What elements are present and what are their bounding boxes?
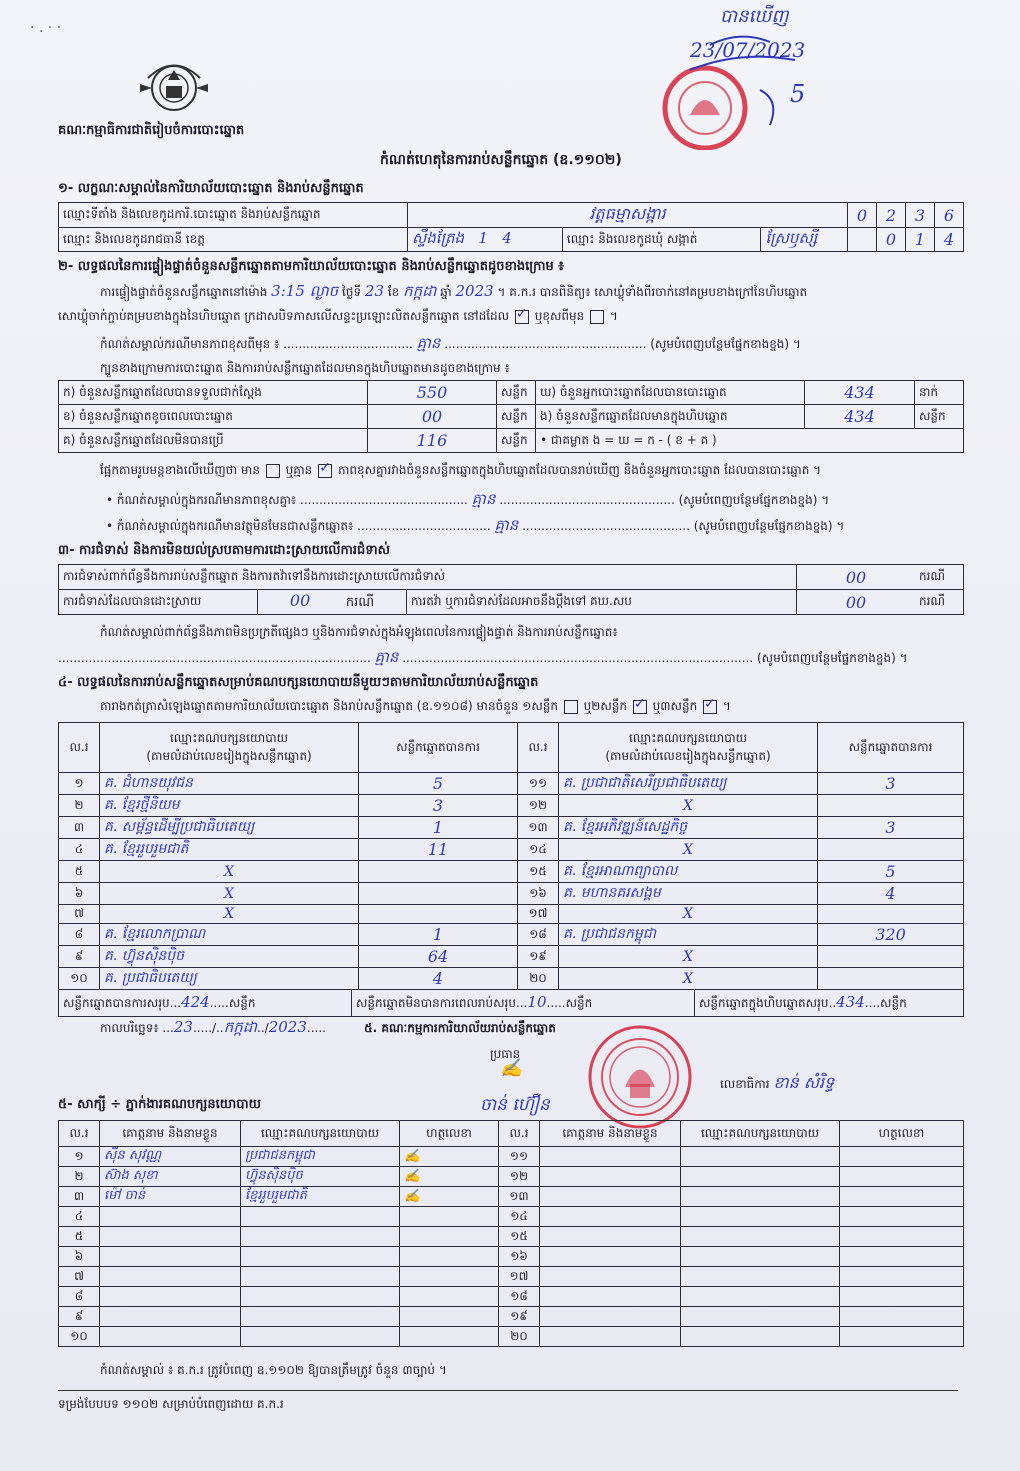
party-name: គ. ខ្មែរអភិវឌ្ឍន៍សេដ្ឋកិច្ច — [559, 817, 818, 839]
witness-party: ហ៊្វុនស៊ិនប៉ិច — [241, 1167, 400, 1187]
row-number: ៣ — [59, 817, 100, 839]
verification-line: ការផ្ទៀងផ្ទាត់ចំនួនសន្លឹកឆ្នោតនៅម៉ោង 3:15 ល្ងាច ថ្ងៃទី 23 ខែ កក្កដា ឆ្នាំ 2023 ។ គ.ក.រ បានពិនិត្យ៖ សោឃ្លុំទាំងពីរចាក់នៅគម្របខាងក្រៅនៃហិបឆ្នោត — [100, 282, 808, 300]
witness-party — [681, 1227, 840, 1247]
row-number: ៩ — [59, 1307, 100, 1327]
committee-stamp — [580, 1022, 700, 1132]
row-number: ១៣ — [499, 1187, 540, 1207]
count-b-unit: សន្លឹក — [497, 405, 536, 429]
irregularity-note-value: .................................................................................. គ្មាន ............................................................................................ (សូមបំពេញបន្ថែមផ្នែកខាងខ្នង) ។ — [58, 648, 908, 666]
other-note-line: • កំណត់សម្គាល់ក្នុងករណីមានវត្ថុមិនមែនជាសន្លឹកឆ្នោត៖ ................................... គ្មាន ............................................ (សូមបំពេញបន្ថែមផ្នែកខាងខ្នង) ។ — [106, 516, 845, 534]
witness-row — [59, 1287, 964, 1307]
witness-name: ស៊ីន សុវណ្ណ — [100, 1147, 241, 1167]
commune-label: ឈ្មោះ និងលេខកូដឃុំ សង្កាត់ — [562, 228, 760, 252]
one-sheet-checkbox[interactable] — [564, 700, 578, 714]
party-name: គ. ខ្មែររួបរួមជាតិ — [100, 839, 359, 861]
witness-party — [681, 1327, 840, 1347]
witness-body — [59, 1147, 964, 1347]
witness-row — [59, 1307, 964, 1327]
party-votes — [359, 861, 518, 883]
row-number: ៧ — [59, 905, 100, 924]
party-name: គ. ប្រជាជនកម្ពុជា — [559, 924, 818, 946]
party-votes: 320 — [818, 924, 964, 946]
party-name: គ. ខ្មែរអាណាព្យាបាល — [559, 861, 818, 883]
party-name: X — [559, 795, 818, 817]
results-table — [58, 722, 964, 1017]
party-name: X — [559, 839, 818, 861]
results-row — [59, 905, 964, 924]
party-votes: 1 — [359, 817, 518, 839]
count-d-unit: នាក់ — [915, 381, 964, 405]
row-number: ១៨ — [499, 1287, 540, 1307]
party-name: គ. ជំហានយុវជន — [100, 773, 359, 795]
objections-table — [58, 564, 964, 615]
row-number: ៤ — [59, 839, 100, 861]
witness-party — [241, 1327, 400, 1347]
party-name: X — [559, 905, 818, 924]
location-value: វត្តធម្មាសង្ការ — [408, 203, 848, 228]
witness-name — [100, 1327, 241, 1347]
commission-name: គណៈកម្មាធិការជាតិរៀបចំការបោះឆ្នោត — [58, 123, 245, 138]
witness-row — [59, 1327, 964, 1347]
row-number: ២០ — [518, 968, 559, 990]
row-number: ៦ — [59, 1247, 100, 1267]
row-number: ១៩ — [499, 1307, 540, 1327]
counts-table — [58, 380, 964, 453]
witness-signature — [400, 1207, 499, 1227]
witness-name — [540, 1227, 681, 1247]
row-number: ១២ — [518, 795, 559, 817]
row-number: ១៤ — [518, 839, 559, 861]
row-number: ១១ — [499, 1147, 540, 1167]
row-number: ៧ — [59, 1267, 100, 1287]
row-number: ៩ — [59, 946, 100, 968]
witness-signature — [840, 1307, 964, 1327]
w-col-no-right: ល.រ — [499, 1121, 540, 1147]
row-number: ៨ — [59, 924, 100, 946]
results-row — [59, 839, 964, 861]
form-footer: ទម្រង់បែបបទ ១១០២ សម្រាប់បំពេញដោយ គ.ក.រ — [58, 1397, 284, 1411]
party-name: X — [100, 905, 359, 924]
col-votes-right: សន្លឹកឆ្នោតបានការ — [818, 723, 964, 773]
province-label: ឈ្មោះ និងលេខកូដរាជធានី ខេត្ត — [59, 228, 408, 252]
w-col-party-right: ឈ្មោះគណបក្សនយោបាយ — [681, 1121, 840, 1147]
different-checkbox[interactable] — [590, 310, 604, 324]
witness-signature: ✍ — [400, 1167, 499, 1187]
party-votes: 1 — [359, 924, 518, 946]
secretary-line: លេខាធិការ ខាន់ សំរិទ្ធ — [720, 1073, 835, 1092]
stamp-handwriting: បានឃើញ — [720, 6, 789, 27]
w-col-sign-right: ហត្ថលេខា — [840, 1121, 964, 1147]
objections-value: 00 — [797, 565, 916, 590]
two-sheet-checkbox[interactable] — [633, 700, 647, 714]
party-name: X — [559, 946, 818, 968]
witness-name — [100, 1207, 241, 1227]
witness-party — [681, 1187, 840, 1207]
witness-party — [681, 1307, 840, 1327]
witness-signature — [840, 1207, 964, 1227]
party-votes — [818, 839, 964, 861]
location-code-1: 0 — [848, 203, 877, 228]
witness-name — [540, 1167, 681, 1187]
same-checkbox[interactable] — [515, 310, 529, 324]
row-number: ១៩ — [518, 946, 559, 968]
president-signature: ✍ — [500, 1058, 523, 1079]
appeal-unit: ករណី — [915, 590, 964, 615]
location-label: ឈ្មោះទីតាំង និងលេខកូដការិ.បោះឆ្នោត និងរាប់សន្លឹកឆ្នោត — [59, 203, 408, 228]
witness-signature: ✍ — [400, 1147, 499, 1167]
row-number: ៨ — [59, 1287, 100, 1307]
results-row — [59, 924, 964, 946]
row-number: ១២ — [499, 1167, 540, 1187]
province-value: ស្ទឹងត្រែង 1 4 — [408, 228, 563, 252]
row-number: ៣ — [59, 1187, 100, 1207]
section3-heading: ៣- ការជំទាស់ និងការមិនយល់ស្របតាមការដោះស្រាយលើការជំទាស់ — [58, 543, 390, 558]
witness-party — [681, 1247, 840, 1267]
commission-logo — [138, 58, 210, 118]
row-number: ១៤ — [499, 1207, 540, 1227]
party-votes: 4 — [359, 968, 518, 990]
witness-party: ប្រជាជនកម្ពុជា — [241, 1147, 400, 1167]
party-name: X — [559, 968, 818, 990]
party-name: គ. ខ្មែរលោកប្រាណ — [100, 924, 359, 946]
witness-party — [681, 1287, 840, 1307]
witness-row — [59, 1187, 964, 1207]
witness-name — [540, 1247, 681, 1267]
commune-value: ស្រែឫស្សី — [761, 228, 848, 252]
witness-name — [540, 1327, 681, 1347]
witness-name — [100, 1247, 241, 1267]
w-col-no-left: ល.រ — [59, 1121, 100, 1147]
count-b-value: 00 — [368, 405, 497, 429]
count-c-label: គ) ចំនួនសន្លឹកឆ្នោតដែលមិនបានប្រើ — [59, 429, 368, 453]
row-number: ១៨ — [518, 924, 559, 946]
party-votes — [359, 883, 518, 905]
witness-row — [59, 1247, 964, 1267]
witness-name — [540, 1267, 681, 1287]
party-name: គ. ប្រជាជាតិសេរីប្រជាធិបតេយ្យ — [559, 773, 818, 795]
w-col-sign-left: ហត្ថលេខា — [400, 1121, 499, 1147]
col-no-right: ល.រ — [518, 723, 559, 773]
row-number: ២ — [59, 795, 100, 817]
party-votes: 3 — [818, 817, 964, 839]
section2-heading: ២- លទ្ធផលនៃការផ្ទៀងផ្ទាត់ចំនួនសន្លឹកឆ្នោតតាមការិយាល័យបោះឆ្នោត និងរាប់សន្លឹកឆ្នោតដូចខាងក្រោម ៖ — [58, 259, 564, 274]
commune-code-2: 1 — [906, 228, 935, 252]
witness-name — [540, 1307, 681, 1327]
count-c-unit: សន្លឹក — [497, 429, 536, 453]
section5-heading: ៥- សាក្សី ÷ ភ្នាក់ងារគណបក្សនយោបាយ — [58, 1097, 261, 1112]
row-number: ៥ — [59, 1227, 100, 1247]
witness-signature — [400, 1327, 499, 1347]
commune-code-1: 0 — [877, 228, 906, 252]
results-body — [59, 773, 964, 990]
witness-party — [681, 1147, 840, 1167]
row-number: ១៧ — [499, 1267, 540, 1287]
row-number: ៥ — [59, 861, 100, 883]
count-b-label: ខ) ចំនួនសន្លឹកឆ្នោតខូចពេលបោះឆ្នោត — [59, 405, 368, 429]
party-votes: 3 — [818, 773, 964, 795]
section1-table — [58, 202, 964, 252]
witness-party — [241, 1307, 400, 1327]
row-number: ២០ — [499, 1327, 540, 1347]
witness-signature — [400, 1247, 499, 1267]
results-row — [59, 773, 964, 795]
counts-intro: ក្បួនខាងក្រោមការបោះឆ្នោត និងការរាប់សន្លឹកឆ្នោតដែលមានក្នុងហិបឆ្នោតមានដូចខាងក្រោម ៖ — [100, 361, 510, 375]
w-col-name-left: គោត្តនាម និងនាមខ្លួន — [100, 1121, 241, 1147]
witness-signature — [400, 1227, 499, 1247]
witness-name: ស៊ាង សុខា — [100, 1167, 241, 1187]
witness-signature — [840, 1247, 964, 1267]
party-votes — [818, 905, 964, 924]
stamp-number: 5 — [790, 80, 806, 108]
row-number: ៦ — [59, 883, 100, 905]
location-code-4: 6 — [935, 203, 964, 228]
party-name: គ. ហ៊្វុនស៊ិនប៉ិច — [100, 946, 359, 968]
col-party-right: ឈ្មោះគណបក្សនយោបាយ (តាមលំដាប់លេខរៀងក្នុងសន្លឹកឆ្នោត) — [559, 723, 818, 773]
witness-row — [59, 1207, 964, 1227]
party-votes: 3 — [359, 795, 518, 817]
formula: • ជាគម្លាត ង = ឃ = ក - ( ខ + គ ) — [536, 429, 964, 453]
witness-name: ម៉ៅ ចាន់ — [100, 1187, 241, 1207]
results-row — [59, 946, 964, 968]
witness-name — [540, 1147, 681, 1167]
count-d-value: 434 — [805, 381, 915, 405]
witness-signature — [840, 1267, 964, 1287]
results-row — [59, 883, 964, 905]
witness-party — [241, 1287, 400, 1307]
witness-signature — [840, 1187, 964, 1207]
row-number: ១០ — [59, 968, 100, 990]
witness-party — [241, 1227, 400, 1247]
witness-name — [540, 1187, 681, 1207]
witness-name — [100, 1267, 241, 1287]
witness-name — [540, 1207, 681, 1227]
party-name: X — [100, 883, 359, 905]
witness-signature — [840, 1227, 964, 1247]
row-number: ១៣ — [518, 817, 559, 839]
row-number: ១៥ — [499, 1227, 540, 1247]
totals-row: សន្លឹកឆ្នោតបានការសរុប...424.....សន្លឹក សន្លឹកឆ្នោតមិនបានការពេលរាប់សរុប...10.....សន្លឹក សន្លឹកឆ្នោតក្នុងហិបឆ្នោតសរុប..434....សន្លឹក — [59, 990, 964, 1017]
witness-signature — [400, 1267, 499, 1287]
footnote: កំណត់សម្គាល់ ៖ គ.ក.រ ត្រូវបំពេញ ឧ.១១០២ ឱ្យបានត្រឹមត្រូវ ចំនួន ៣ច្បាប់ ។ — [100, 1363, 447, 1377]
col-votes-left: សន្លឹកឆ្នោតបានការ — [359, 723, 518, 773]
row-number: ១០ — [59, 1327, 100, 1347]
witness-name — [100, 1307, 241, 1327]
count-e-label: ង) ចំនួនសន្លឹកឆ្នោតដែលមានក្នុងហិបឆ្នោត — [536, 405, 805, 429]
row-number: ១១ — [518, 773, 559, 795]
witness-table — [58, 1120, 964, 1347]
three-sheet-checkbox[interactable] — [703, 700, 717, 714]
verification-line-2: សោឃ្លុំចាក់ភ្ជាប់គម្របខាងក្នុងនៃហិបឆ្នោត ក្រដាសបិទភាសលើសន្ទះប្រឡោះលិតសន្លឹកឆ្នោត នៅដដែល ✓ ឬខុសពីមុន ។ — [58, 308, 618, 326]
president-name: ចាន់ ហ៊ឿន — [480, 1095, 550, 1115]
difference-note-line: កំណត់សម្គាល់ករណីមានភាពខុសពីមុន ៖ .................................. គ្មាន ..................................................... (សូមបំពេញបន្ថែមផ្នែកខាងខ្នង) ។ — [100, 334, 801, 352]
irregularity-note: កំណត់សម្គាល់ពាក់ព័ន្ធនឹងភាពមិនប្រក្រតីផ្សេងៗ ឬនិងការជំទាស់ក្នុងអំឡុងពេលនៃការផ្ទៀងផ្ទាត់ និងការរាប់សន្លឹកឆ្នោត៖ — [100, 625, 618, 639]
row-number: ១៦ — [499, 1247, 540, 1267]
party-name: គ. ខ្មែរថ្មីនិយម — [100, 795, 359, 817]
appeal-label: ការតវ៉ា ឬការជំទាស់ដែលអាចនឹងប្តឹងទៅ គឃ.សប — [407, 590, 797, 615]
witness-party — [681, 1167, 840, 1187]
party-votes: 11 — [359, 839, 518, 861]
stamp-date: 23/07/2023 — [690, 38, 806, 62]
discrepancy-line: ផ្អែកតាមរូបមន្តខាងលើឃើញថា មាន ឬគ្មាន ✓ ភាពខុសគ្នារវាងចំនួនសន្លឹកឆ្នោតក្នុងហិបឆ្នោតដែលបានរាប់ឃើញ និងចំនួនអ្នកបោះឆ្នោត ដែលបានបោះឆ្នោត ។ — [100, 462, 821, 480]
section1-heading: ១- លក្ខណៈសម្គាល់នៃការិយាល័យបោះឆ្នោត និងរាប់សន្លឹកឆ្នោត — [58, 181, 364, 196]
witness-signature: ✍ — [400, 1187, 499, 1207]
witness-name — [100, 1227, 241, 1247]
witness-row — [59, 1267, 964, 1287]
party-votes: 5 — [359, 773, 518, 795]
count-e-value: 434 — [805, 405, 915, 429]
section4-heading: ៤- លទ្ធផលនៃការរាប់សន្លឹកឆ្នោតសម្រាប់គណបក្សនយោបាយនីមួយៗតាមការិយាល័យរាប់សន្លឹកឆ្នោត — [58, 675, 539, 690]
witness-signature — [840, 1147, 964, 1167]
resolved-label: ការជំទាស់ដែលបានដោះស្រាយ — [59, 590, 258, 615]
witness-row — [59, 1227, 964, 1247]
row-number: ១៥ — [518, 861, 559, 883]
party-votes: 5 — [818, 861, 964, 883]
row-number: ១៧ — [518, 905, 559, 924]
document-title: កំណត់ហេតុនៃការរាប់សន្លឹកឆ្នោត (ឧ.១១០២) — [380, 152, 622, 168]
count-a-value: 550 — [368, 381, 497, 405]
witness-party — [241, 1267, 400, 1287]
results-row — [59, 795, 964, 817]
party-name: គ. សម្ព័ន្ធដើម្បីប្រជាធិបតេយ្យ — [100, 817, 359, 839]
party-votes — [359, 905, 518, 924]
has-discrepancy-checkbox[interactable] — [266, 464, 280, 478]
count-a-label: ក) ចំនួនសន្លឹកឆ្នោតដែលបានទទួលជាក់ស្តែង — [59, 381, 368, 405]
location-code-2: 2 — [877, 203, 906, 228]
witness-signature — [840, 1167, 964, 1187]
appeal-value: 00 — [797, 590, 916, 615]
party-name: X — [100, 861, 359, 883]
count-a-unit: សន្លឹក — [497, 381, 536, 405]
corner-dots: · . · · — [30, 20, 62, 36]
col-no-left: ល.រ — [59, 723, 100, 773]
no-discrepancy-checkbox[interactable] — [318, 464, 332, 478]
president-label: ប្រធាន — [490, 1047, 521, 1061]
witness-party — [681, 1267, 840, 1287]
row-number: ១ — [59, 773, 100, 795]
witness-name — [100, 1287, 241, 1307]
party-name: គ. មហានគរសង្គម — [559, 883, 818, 905]
witness-party — [241, 1247, 400, 1267]
party-votes — [818, 946, 964, 968]
witness-signature — [400, 1307, 499, 1327]
witness-name — [540, 1287, 681, 1307]
tally-intro: តារាងកត់ត្រាសំឡេងឆ្នោតតាមការិយាល័យបោះឆ្នោត និងរាប់សន្លឹកឆ្នោត (ឧ.១១០៨) មានចំនួន ១សន្លឹក ឬ២សន្លឹក ✓ ឬ៣សន្លឹក ✓ ។ — [100, 698, 731, 716]
party-votes — [818, 968, 964, 990]
witness-row — [59, 1167, 964, 1187]
row-number: ៤ — [59, 1207, 100, 1227]
witness-party: ខ្មែររួបរួមជាតិ — [241, 1187, 400, 1207]
witness-party — [241, 1207, 400, 1227]
row-number: ២ — [59, 1167, 100, 1187]
col-party-left: ឈ្មោះគណបក្សនយោបាយ (តាមលំដាប់លេខរៀងក្នុងសន្លឹកឆ្នោត) — [100, 723, 359, 773]
resolved-value: 00 ករណី — [258, 590, 407, 615]
party-votes — [818, 795, 964, 817]
w-col-name-right: គោត្តនាម និងនាមខ្លួន — [540, 1121, 681, 1147]
count-d-label: ឃ) ចំនួនអ្នកបោះឆ្នោតដែលបានបោះឆ្នោត — [536, 381, 805, 405]
location-code-3: 3 — [906, 203, 935, 228]
diff-note-line: • កំណត់សម្គាល់ក្នុងករណីមានភាពខុសគ្នា៖ ............................................ គ្មាន .............................................. (សូមបំពេញបន្ថែមផ្នែកខាងខ្នង) ។ — [106, 490, 830, 508]
results-row — [59, 968, 964, 990]
objections-label: ការជំទាស់ពាក់ព័ន្ធនឹងការរាប់សន្លឹកឆ្នោត និងការតវ៉ាទៅនឹងការដោះស្រាយលើការជំទាស់ — [59, 565, 797, 590]
results-row — [59, 817, 964, 839]
party-votes: 4 — [818, 883, 964, 905]
w-col-party-left: ឈ្មោះគណបក្សនយោបាយ — [241, 1121, 400, 1147]
row-number: ១៦ — [518, 883, 559, 905]
count-e-unit: សន្លឹក — [915, 405, 964, 429]
witness-party — [681, 1207, 840, 1227]
witness-signature — [840, 1287, 964, 1307]
signing-date: កាលបរិច្ឆេទ៖ ...23...../..កក្កដា../2023..... ៥. គណៈកម្មការការិយាល័យរាប់សន្លឹកឆ្នោត — [100, 1018, 556, 1036]
count-c-value: 116 — [368, 429, 497, 453]
objections-unit: ករណី — [915, 565, 964, 590]
party-name: គ. ប្រជាធិបតេយ្យ — [100, 968, 359, 990]
party-votes: 64 — [359, 946, 518, 968]
results-row — [59, 861, 964, 883]
row-number: ១ — [59, 1147, 100, 1167]
footer-divider — [58, 1390, 958, 1391]
witness-row — [59, 1147, 964, 1167]
witness-signature — [840, 1327, 964, 1347]
commune-code-3: 4 — [935, 228, 964, 252]
witness-signature — [400, 1287, 499, 1307]
